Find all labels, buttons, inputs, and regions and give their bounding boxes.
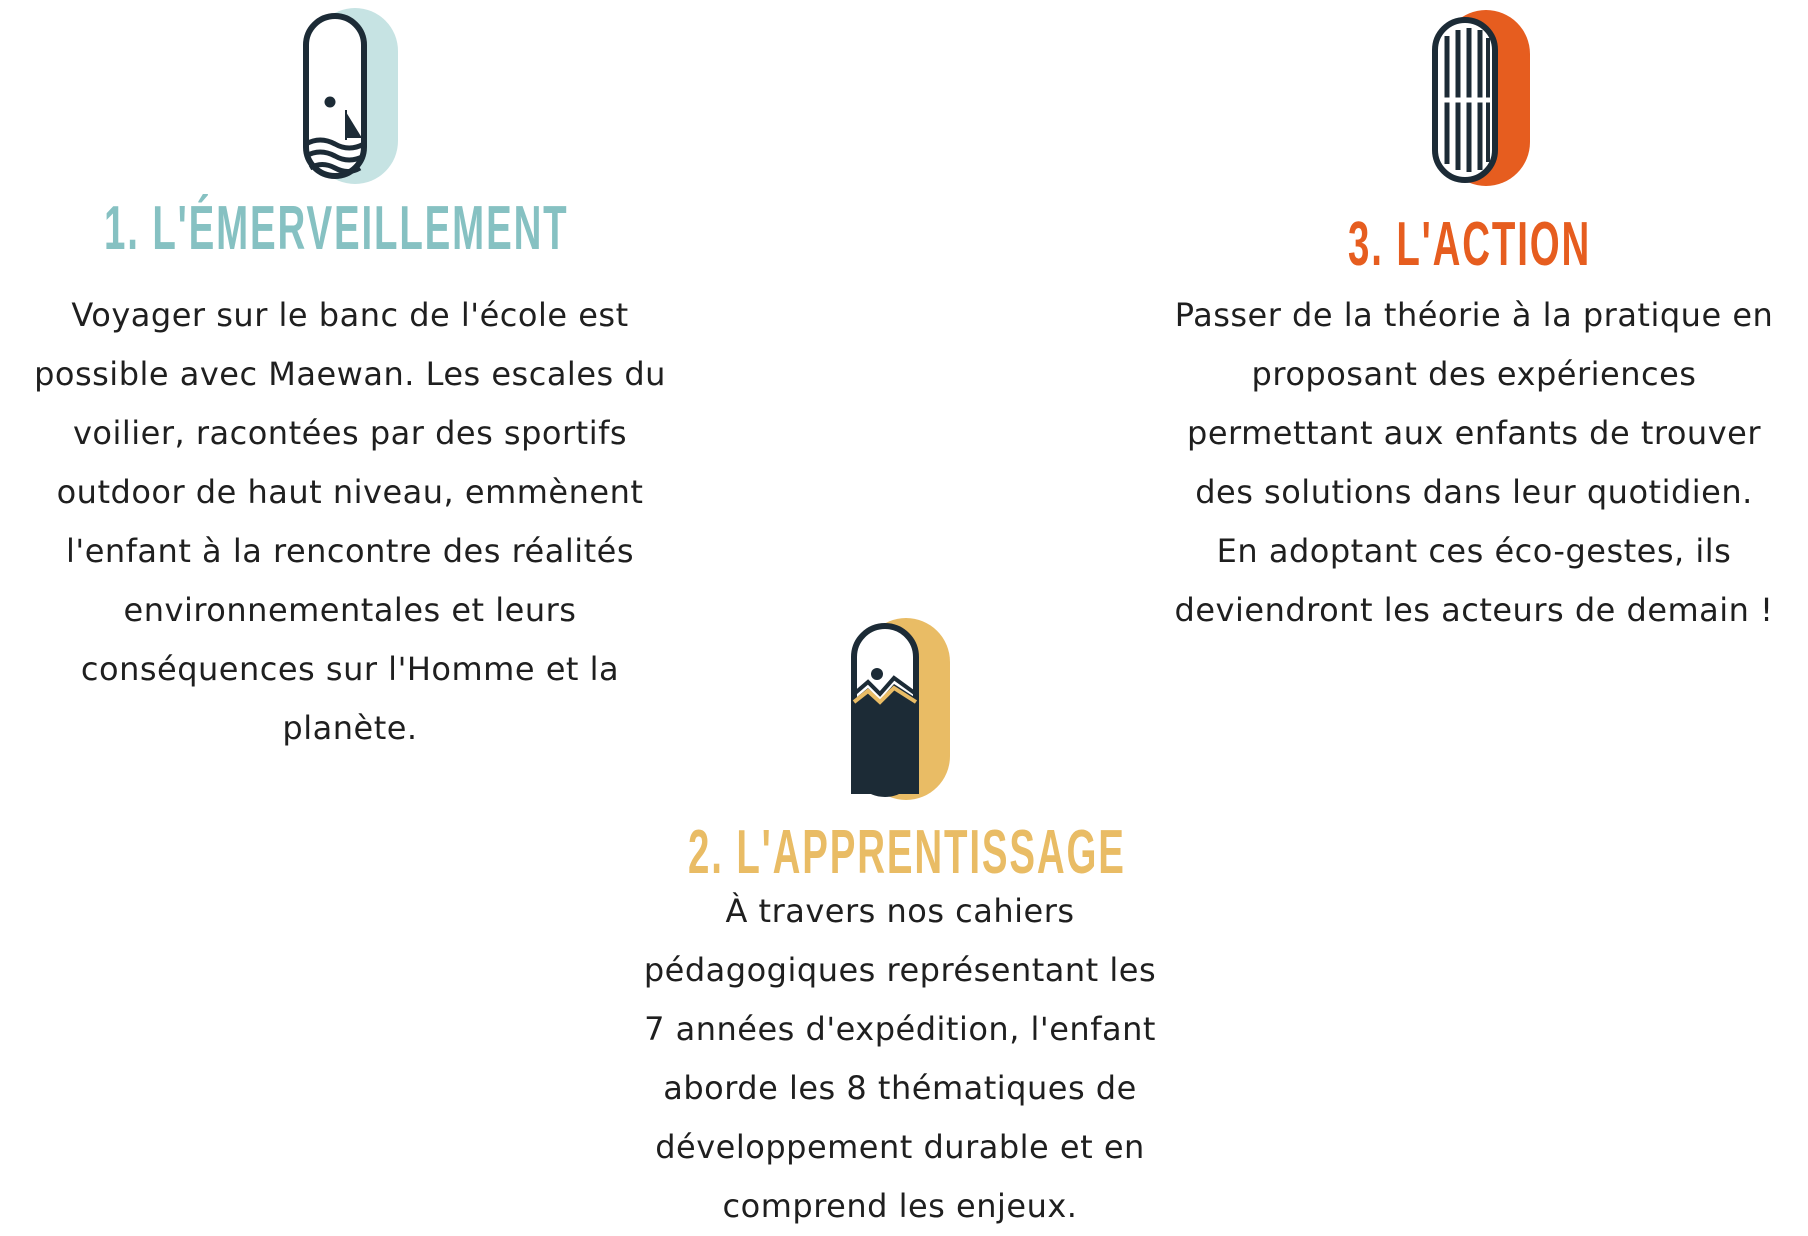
text-line: pédagogiques représentant les bbox=[643, 951, 1157, 989]
pillar-description bbox=[0, 286, 700, 758]
text-line: des solutions dans leur quotidien. bbox=[1195, 473, 1753, 511]
text-line: comprend les enjeux. bbox=[722, 1187, 1078, 1225]
barred-window-icon bbox=[1430, 8, 1530, 188]
text-line: deviendront les acteurs de demain ! bbox=[1174, 591, 1774, 629]
text-line: conséquences sur l'Homme et la bbox=[80, 650, 620, 688]
text-line: Voyager sur le banc de l'école est bbox=[71, 296, 629, 334]
text-line: À travers nos cahiers bbox=[725, 892, 1075, 930]
text-line: l'enfant à la rencontre des réalités bbox=[66, 532, 634, 570]
text-line: 7 années d'expédition, l'enfant bbox=[644, 1010, 1156, 1048]
text-line: outdoor de haut niveau, emmènent bbox=[56, 473, 644, 511]
pillar-heading: 3. L'ACTION bbox=[1348, 210, 1592, 279]
text-line: aborde les 8 thématiques de bbox=[663, 1069, 1137, 1107]
text-line: possible avec Maewan. Les escales du bbox=[34, 355, 666, 393]
text-line: voilier, racontées par des sportifs bbox=[72, 414, 628, 452]
pillar-description bbox=[1140, 286, 1808, 640]
pillar-description bbox=[590, 882, 1210, 1236]
text-line: planète. bbox=[282, 709, 418, 747]
pillar-heading: 1. L'ÉMERVEILLEMENT bbox=[104, 194, 569, 263]
text-line: développement durable et en bbox=[655, 1128, 1145, 1166]
text-line: En adoptant ces éco-gestes, ils bbox=[1216, 532, 1732, 570]
text-line: environnementales et leurs bbox=[123, 591, 577, 629]
sailboat-waves-icon bbox=[300, 6, 400, 186]
text-line: permettant aux enfants de trouver bbox=[1187, 414, 1761, 452]
text-line: Passer de la théorie à la pratique en bbox=[1174, 296, 1774, 334]
text-line: proposant des expériences bbox=[1251, 355, 1697, 393]
mountain-sun-icon bbox=[850, 616, 950, 802]
pillar-heading: 2. L'APPRENTISSAGE bbox=[688, 818, 1126, 887]
